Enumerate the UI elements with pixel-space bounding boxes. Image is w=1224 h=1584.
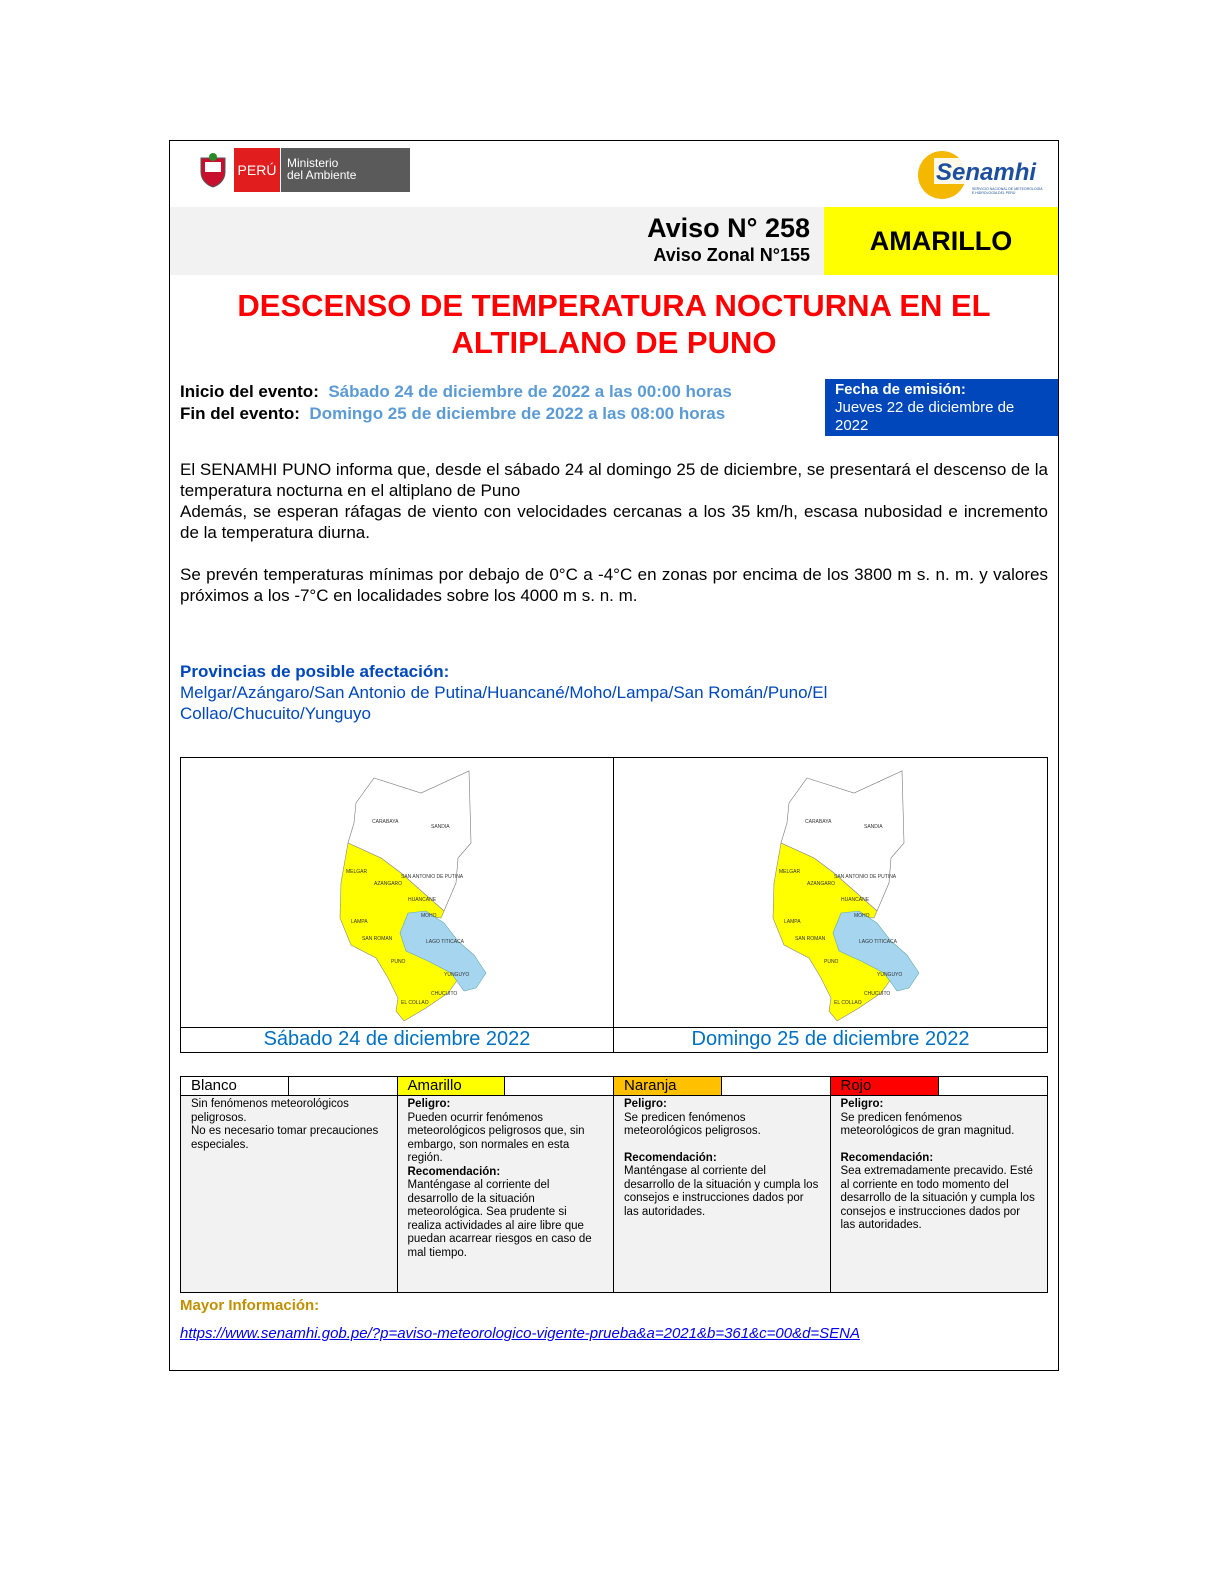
map-label-chucuito: CHUCUITO [431, 991, 458, 997]
map-label-azangaro: AZANGARO [807, 881, 836, 887]
aviso-number: Aviso N° 258 [647, 213, 810, 243]
map-label-carabaya: CARABAYA [372, 819, 399, 825]
more-info-link[interactable]: https://www.senamhi.gob.pe/?p=aviso-meteorologico-vigente-prueba&a=2021&b=361&c=00&d=SENA [180, 1325, 861, 1342]
warning-document [169, 140, 1059, 1371]
svg-text:E HIDROLOGÍA DEL PERÚ: E HIDROLOGÍA DEL PERÚ [972, 191, 1016, 195]
map-label-sanroman: SAN ROMAN [795, 936, 826, 942]
map-label-carabaya: CARABAYA [805, 819, 832, 825]
warning-body: El SENAMHI PUNO informa que, desde el sábado 24 al domingo 25 de diciembre, se presentará el descenso de la temperatura nocturna en el altiplano de Puno Además, se esperan ráfagas de viento con velocidades cercanas a los 35 km/h, escasa nubosidad e incremento de la temperatura diurna. Se prevén temperaturas mínimas por debajo de 0°C a -4°C en zonas por encima de los 3800 m s. n. m. y valores próximos a los -7°C en localidades sobre los 4000 m s. n. m. [180, 460, 1048, 605]
legend-rojo: Peligro: Se predicen fenómenos meteorológicos de gran magnitud. Recomendación: Sea extremadamente precavido. Esté al corriente en todo momento del desarrollo de la situación y cumpla los consejos e instrucciones dados por las autoridades. [831, 1096, 1048, 1292]
map-label-yunguyo: YUNGUYO [877, 972, 903, 978]
map-label-moho: MOHO [854, 913, 870, 919]
event-period: Inicio del evento: Sábado 24 de diciembre de 2022 a las 00:00 horas Fin del evento: Domingo 25 de diciembre de 2022 a las 08:00 horas [180, 382, 732, 423]
map-label-huancane: HUANCANE [408, 897, 437, 903]
more-info-label: Mayor Información: [180, 1297, 320, 1314]
map-label-melgar: MELGAR [346, 869, 368, 875]
svg-text:Senamhi: Senamhi [936, 159, 1037, 186]
map-label-melgar: MELGAR [779, 869, 801, 875]
affected-provinces: Provincias de posible afectación: Melgar/Azángaro/San Antonio de Putina/Huancané/Moho/Lampa/San Román/Puno/El Collao/Chucuito/Yunguyo [180, 662, 828, 723]
map-label-puno: PUNO [391, 959, 406, 965]
svg-text:SERVICIO NACIONAL DE METEOROLO: SERVICIO NACIONAL DE METEOROLOGÍA [972, 187, 1043, 191]
map-label-sanroman: SAN ROMAN [362, 936, 393, 942]
map-label-moho: MOHO [421, 913, 437, 919]
map-saturday [181, 758, 614, 1028]
map-label-sandia: SANDIA [431, 824, 450, 830]
warning-title: DESCENSO DE TEMPERATURA NOCTURNA EN EL ALTIPLANO DE PUNO [237, 288, 991, 360]
map-label-putina: SAN ANTONIO DE PUTINA [834, 874, 897, 880]
map-sunday [614, 758, 1047, 1028]
map-label-yunguyo: YUNGUYO [444, 972, 470, 978]
legend-blanco: Sin fenómenos meteorológicos peligrosos. No es necesario tomar precauciones especiales. [181, 1096, 398, 1292]
alert-level-badge: AMARILLO [824, 207, 1058, 275]
map-label-lago: LAGO TITICACA [426, 939, 464, 945]
legend-naranja: Peligro: Se predicen fenómenos meteorológicos peligrosos. Recomendación: Manténgase al corriente del desarrollo de la situación y cumpla los consejos e instrucciones dados por las autoridades. [614, 1096, 831, 1292]
legend-header-naranja: Naranja [614, 1077, 831, 1096]
map-caption: Sábado 24 de diciembre 2022 [181, 1028, 614, 1052]
peru-ministry-logo: PERÚ Ministerio del Ambiente [196, 148, 410, 192]
peru-coat-of-arms-icon [196, 152, 230, 188]
map-label-sandia: SANDIA [864, 824, 883, 830]
puno-map [759, 760, 939, 1026]
map-label-huancane: HUANCANE [841, 897, 870, 903]
map-label-chucuito: CHUCUITO [864, 991, 891, 997]
legend-header-blanco: Blanco [181, 1077, 398, 1096]
maps-table [180, 757, 1048, 1053]
alert-legend [180, 1076, 1048, 1293]
map-caption: Domingo 25 de diciembre 2022 [691, 1028, 970, 1050]
map-label-putina: SAN ANTONIO DE PUTINA [401, 874, 464, 880]
map-label-collao: EL COLLAO [834, 1000, 862, 1006]
emission-date: Fecha de emisión: Jueves 22 de diciembre de 2022 [825, 379, 1058, 436]
map-label-lago: LAGO TITICACA [859, 939, 897, 945]
puno-map [326, 760, 506, 1026]
map-label-collao: EL COLLAO [401, 1000, 429, 1006]
aviso-zonal: Aviso Zonal N°155 [653, 245, 810, 265]
legend-amarillo: Peligro: Pueden ocurrir fenómenos meteorológicos peligrosos que, sin embargo, son normales en esta región. Recomendación: Manténgase al corriente del desarrollo de la situación meteorológica. Sea prudente si realiza actividades al aire libre que puedan acarrear riesgos en caso de mal tiempo. [398, 1096, 615, 1292]
legend-header-amarillo: Amarillo [398, 1077, 615, 1096]
map-label-lampa: LAMPA [784, 919, 801, 925]
map-label-lampa: LAMPA [351, 919, 368, 925]
legend-header-rojo: Rojo [831, 1077, 1048, 1096]
senamhi-logo [912, 144, 1052, 206]
map-label-azangaro: AZANGARO [374, 881, 403, 887]
map-label-puno: PUNO [824, 959, 839, 965]
